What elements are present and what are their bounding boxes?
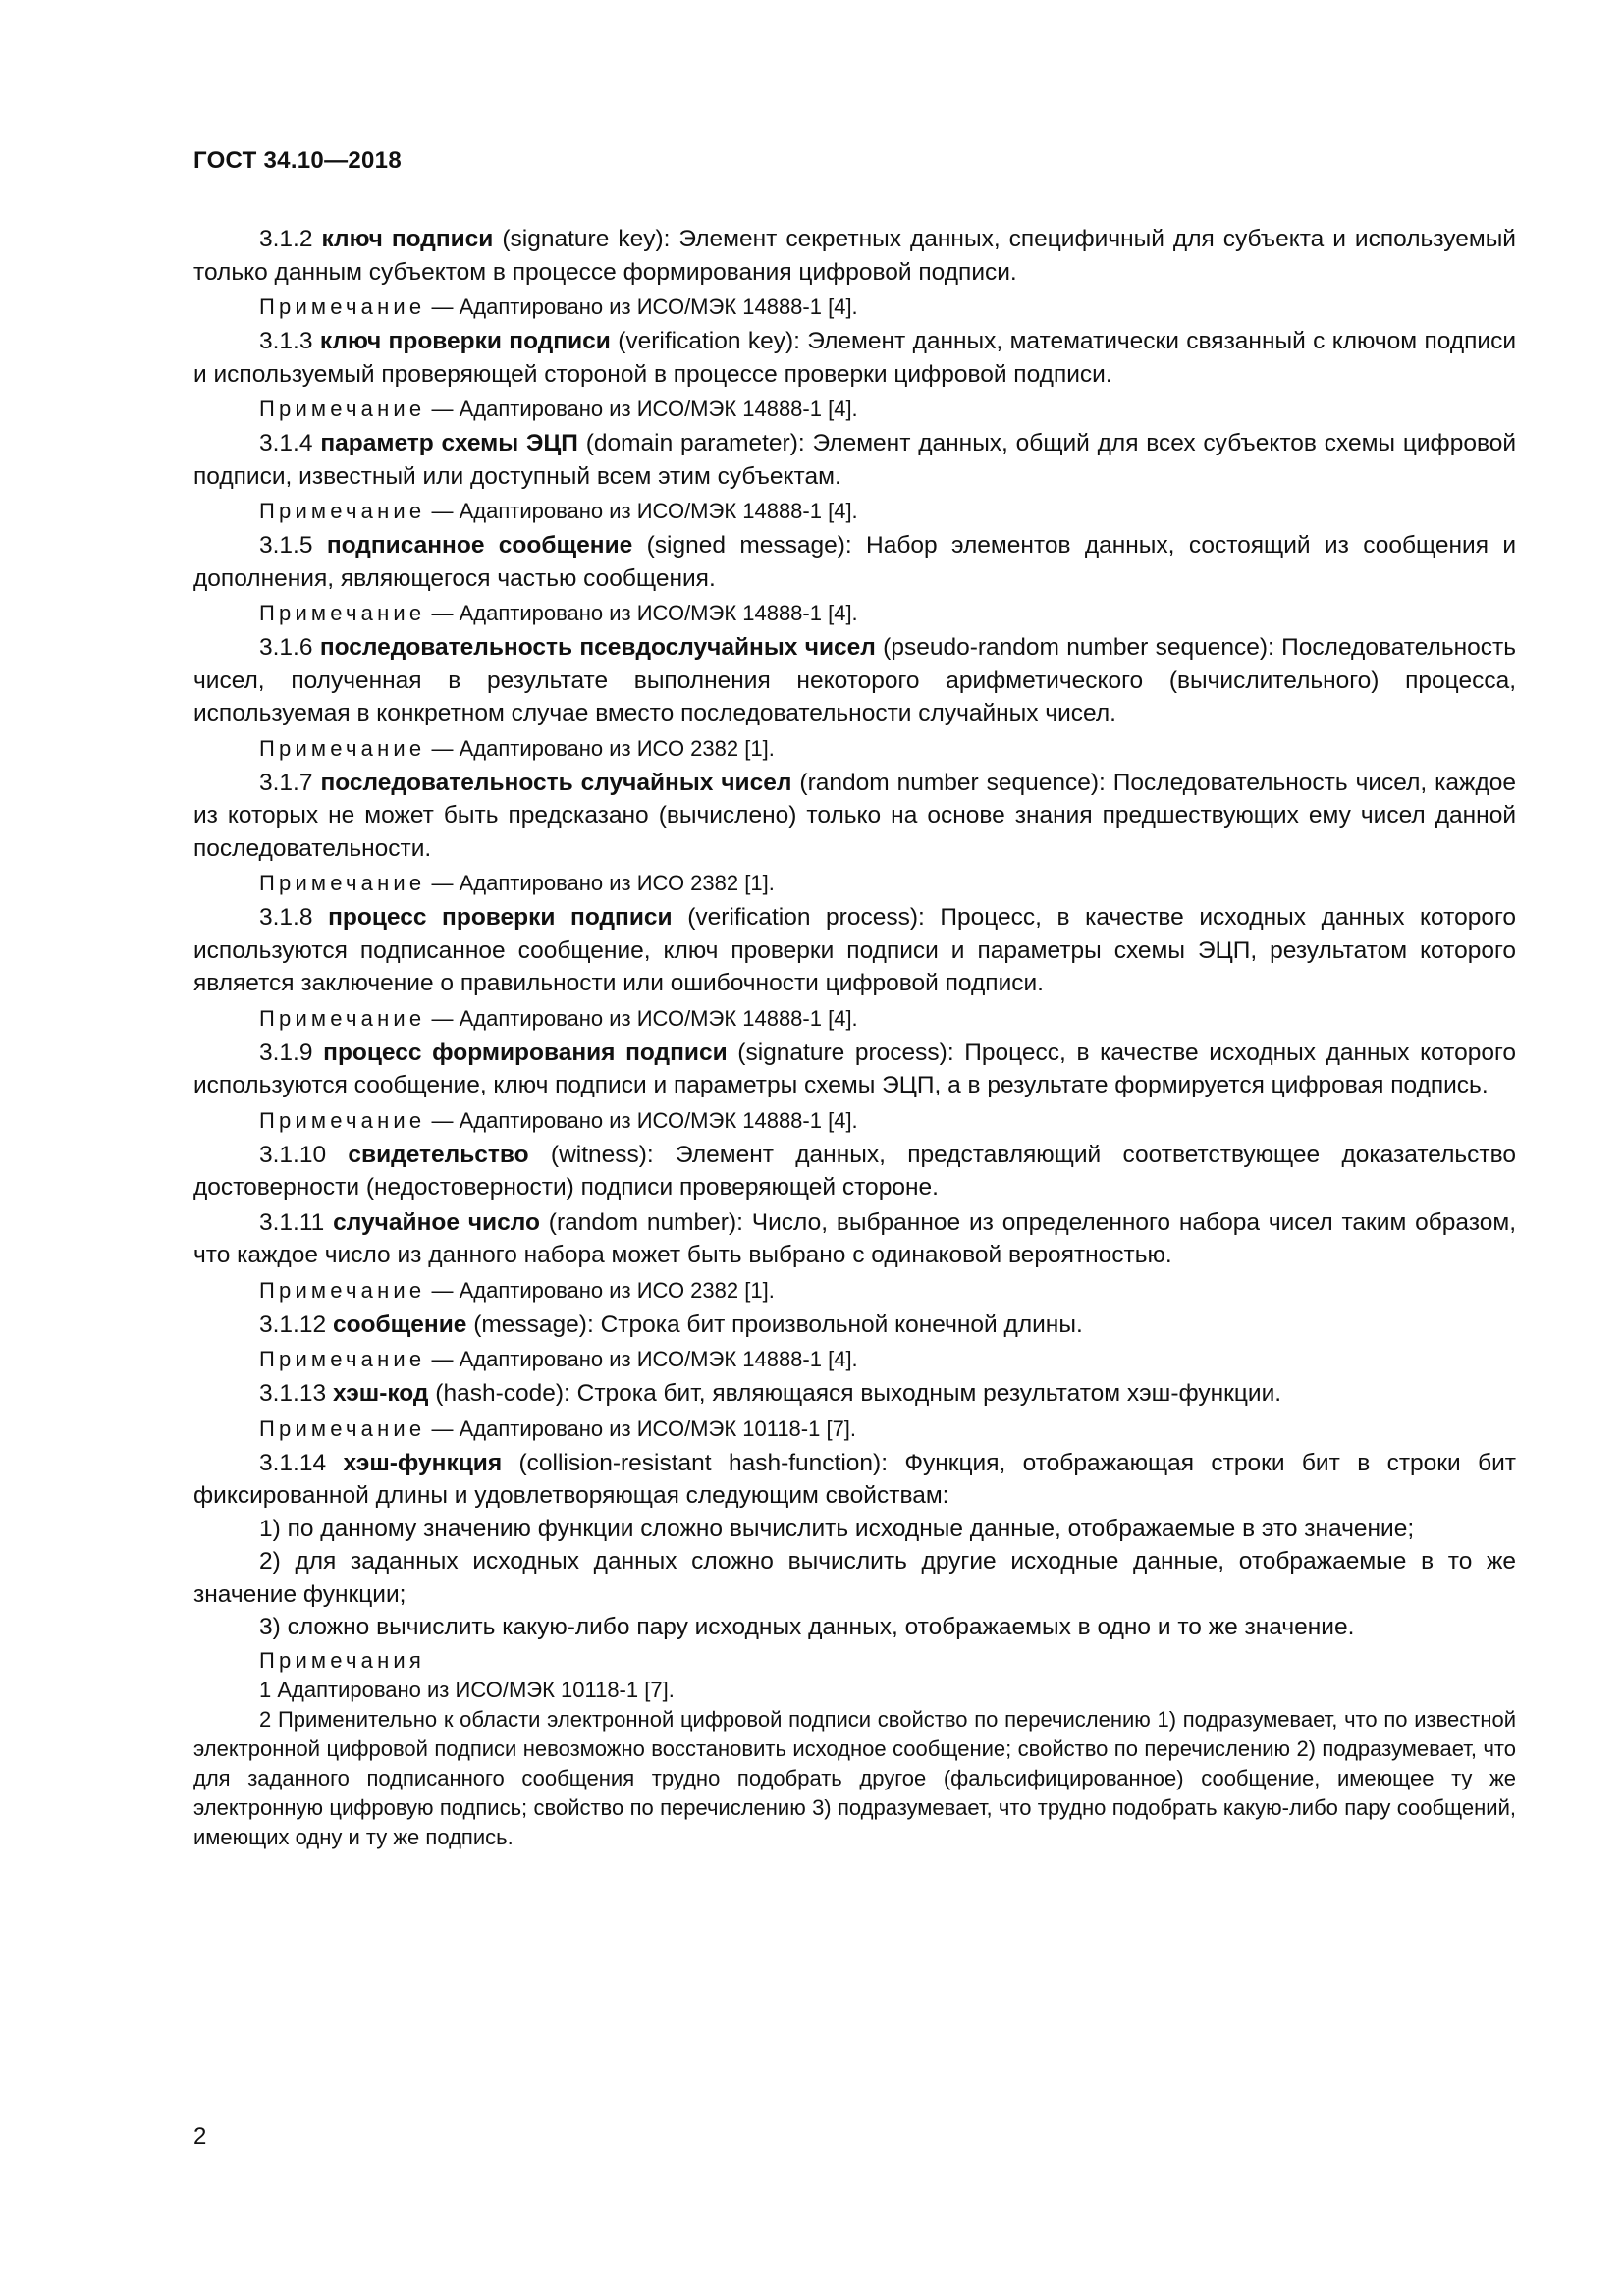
term: ключ подписи [321,226,494,252]
note-text: — Адаптировано из ИСО/МЭК 14888-1 [4]. [431,1005,858,1031]
entry-number: 3.1.11 [259,1208,325,1236]
definition-text: (verification key): Элемент данных, математически связанный с ключом подписи и используемый проверяющей стороной в процессе проверки цифровой подписи. [193,328,1516,388]
page-number: 2 [193,2123,207,2150]
definition-entry [193,1139,1516,1204]
definition-entry [193,1206,1516,1272]
term: процесс формирования подписи [323,1039,728,1066]
definition-entry [193,325,1516,391]
entry-number: 3.1.6 [259,634,313,661]
term: хэш-функция [343,1449,503,1476]
definition-entry [193,529,1516,595]
definition-entry [193,1037,1516,1102]
note [193,1274,1516,1307]
document-body [193,221,1516,1852]
note-label: Примечание [259,1415,426,1441]
note [193,732,1516,765]
note [193,393,1516,425]
definition-text: (domain parameter): Элемент данных, общий для всех субъектов схемы цифровой подписи, известный или доступный всем этим субъектам. [193,430,1517,490]
document-header: ГОСТ 34.10—2018 [193,147,402,174]
note [193,1104,1516,1137]
entry-number: 3.1.10 [259,1141,327,1168]
definition-text: (random number): Число, выбранное из определенного набора чисел таким образом, что каждое число из данного набора может быть выбрано с одинаковой вероятностью. [193,1208,1517,1268]
note-text: — Адаптировано из ИСО/МЭК 14888-1 [4]. [431,1347,858,1371]
note-label: Примечание [259,601,426,625]
entry-number: 3.1.14 [259,1449,327,1476]
note [193,1413,1516,1445]
term: процесс проверки подписи [328,904,673,931]
note-label: Примечание [259,294,426,319]
note-text: — Адаптировано из ИСО 2382 [1]. [431,871,775,895]
definition-entry [193,901,1516,1000]
definition-text: (hash-code): Строка бит, являющаяся выходным результатом хэш-функции. [435,1380,1282,1407]
definition-entry [193,223,1516,289]
note-text: — Адаптировано из ИСО/МЭК 14888-1 [4]. [431,499,858,523]
term: последовательность псевдослучайных чисел [319,634,876,661]
note-label: Примечание [259,397,426,421]
entry-number: 3.1.7 [259,769,313,796]
term: последовательность случайных чисел [320,769,792,796]
definition-entry [193,1308,1516,1342]
entry-number: 3.1.3 [259,328,313,354]
term: параметр схемы ЭЦП [320,430,578,456]
note-label: Примечание [259,1347,426,1371]
entry-number: 3.1.5 [259,532,313,559]
definition-text: (signed message): Набор элементов данных, состоящий из сообщения и дополнения, являющегося частью сообщения. [193,532,1517,592]
definition-entry [193,427,1516,493]
term: ключ проверки подписи [319,328,611,354]
note-label: Примечание [259,1005,426,1031]
definition-text: (signature process): Процесс, в качестве исходных данных которого используются сообщение, ключ подписи и параметры схемы ЭЦП, а в результате формируется цифровая подпись. [193,1039,1517,1098]
definition-text: (pseudo-random number sequence): Последовательность чисел, полученная в результате выполнения некоторого арифметического (вычислительного) процесса, используемая в конкретном случае вместо последовательности случайных чисел. [193,634,1517,726]
term: подписанное сообщение [326,532,633,559]
note [193,1002,1516,1035]
note-text: — Адаптировано из ИСО/МЭК 14888-1 [4]. [431,1107,858,1133]
note [193,291,1516,323]
note-label: Примечание [259,735,426,761]
definition-entry [193,631,1516,730]
entry-number: 3.1.9 [259,1039,313,1066]
entry-number: 3.1.12 [259,1310,327,1338]
entry-number: 3.1.2 [259,226,313,252]
definition-text: (random number sequence): Последовательность чисел, каждое из которых не может быть предсказано (вычислено) только на основе знания предшествующих ему чисел данной последовательности. [193,769,1516,862]
note-text: — Адаптировано из ИСО/МЭК 14888-1 [4]. [431,294,858,319]
property-item: 1) по данному значению функции сложно вычислить исходные данные, отображаемые в это значение; [259,1515,1415,1542]
definition-text: (message): Строка бит произвольной конечной длины. [473,1310,1083,1338]
note-text: — Адаптировано из ИСО 2382 [1]. [431,735,775,761]
property-item: 3) сложно вычислить какую-либо пару исходных данных, отображаемых в одно и то же значение. [259,1614,1355,1640]
notes-heading: Примечания [259,1647,426,1673]
note-item: 1 Адаптировано из ИСО/МЭК 10118-1 [7]. [259,1677,675,1702]
term: свидетельство [348,1141,529,1168]
definition-entry [193,1377,1516,1411]
note [193,867,1516,899]
definition-text: (signature key): Элемент секретных данных, специфичный для субъекта и используемый только данным субъектом в процессе формирования цифровой подписи. [193,226,1516,286]
notes-block [193,1646,1516,1852]
note-item: 2 Применительно к области электронной цифровой подписи свойство по перечислению 1) подразумевает, что по известной электронной цифровой подписи невозможно восстановить исходное сообщение; свойство по перечислению 2) подразумевает, что для заданного подписанного сообщения трудно подобрать другое (фальсифицированное) сообщение, имеющее ту же электронную цифровую подпись; свойство по перечислению 3) подразумевает, что трудно подобрать какую-либо пару сообщений, имеющих одну и ту же подпись. [193,1706,1516,1849]
term: сообщение [332,1310,467,1338]
definition-entry-hash-function [193,1447,1516,1513]
note-text: — Адаптировано из ИСО/МЭК 14888-1 [4]. [431,397,858,421]
definition-text: (witness): Элемент данных, представляющий соответствующее доказательство достоверности (недостоверности) подписи проверяющей стороне. [193,1141,1516,1201]
note [193,597,1516,629]
definition-entry [193,767,1516,866]
note [193,1343,1516,1375]
note-text: — Адаптировано из ИСО/МЭК 14888-1 [4]. [431,601,858,625]
note-text: — Адаптировано из ИСО 2382 [1]. [431,1277,775,1303]
term: хэш-код [332,1380,429,1407]
note-label: Примечание [259,1277,426,1303]
entry-number: 3.1.13 [259,1380,327,1407]
entry-number: 3.1.4 [259,430,313,456]
term: случайное число [333,1208,540,1236]
definition-text: (collision-resistant hash-function): Функция, отображающая строки бит в строки бит фиксированной длины и удовлетворяющая следующим свойствам: [193,1449,1517,1509]
note-text: — Адаптировано из ИСО/МЭК 10118-1 [7]. [431,1415,857,1441]
note-label: Примечание [259,871,426,895]
entry-number: 3.1.8 [259,904,313,931]
property-item: 2) для заданных исходных данных сложно вычислить другие исходные данные, отображаемые в то же значение функции; [193,1548,1516,1608]
note-label: Примечание [259,1107,426,1133]
note [193,495,1516,527]
note-label: Примечание [259,499,426,523]
definition-text: (verification process): Процесс, в качестве исходных данных которого используются подписанное сообщение, ключ проверки подписи и параметры схемы ЭЦП, результатом которого является заключение о правильности или ошибочности цифровой подписи. [193,904,1516,996]
